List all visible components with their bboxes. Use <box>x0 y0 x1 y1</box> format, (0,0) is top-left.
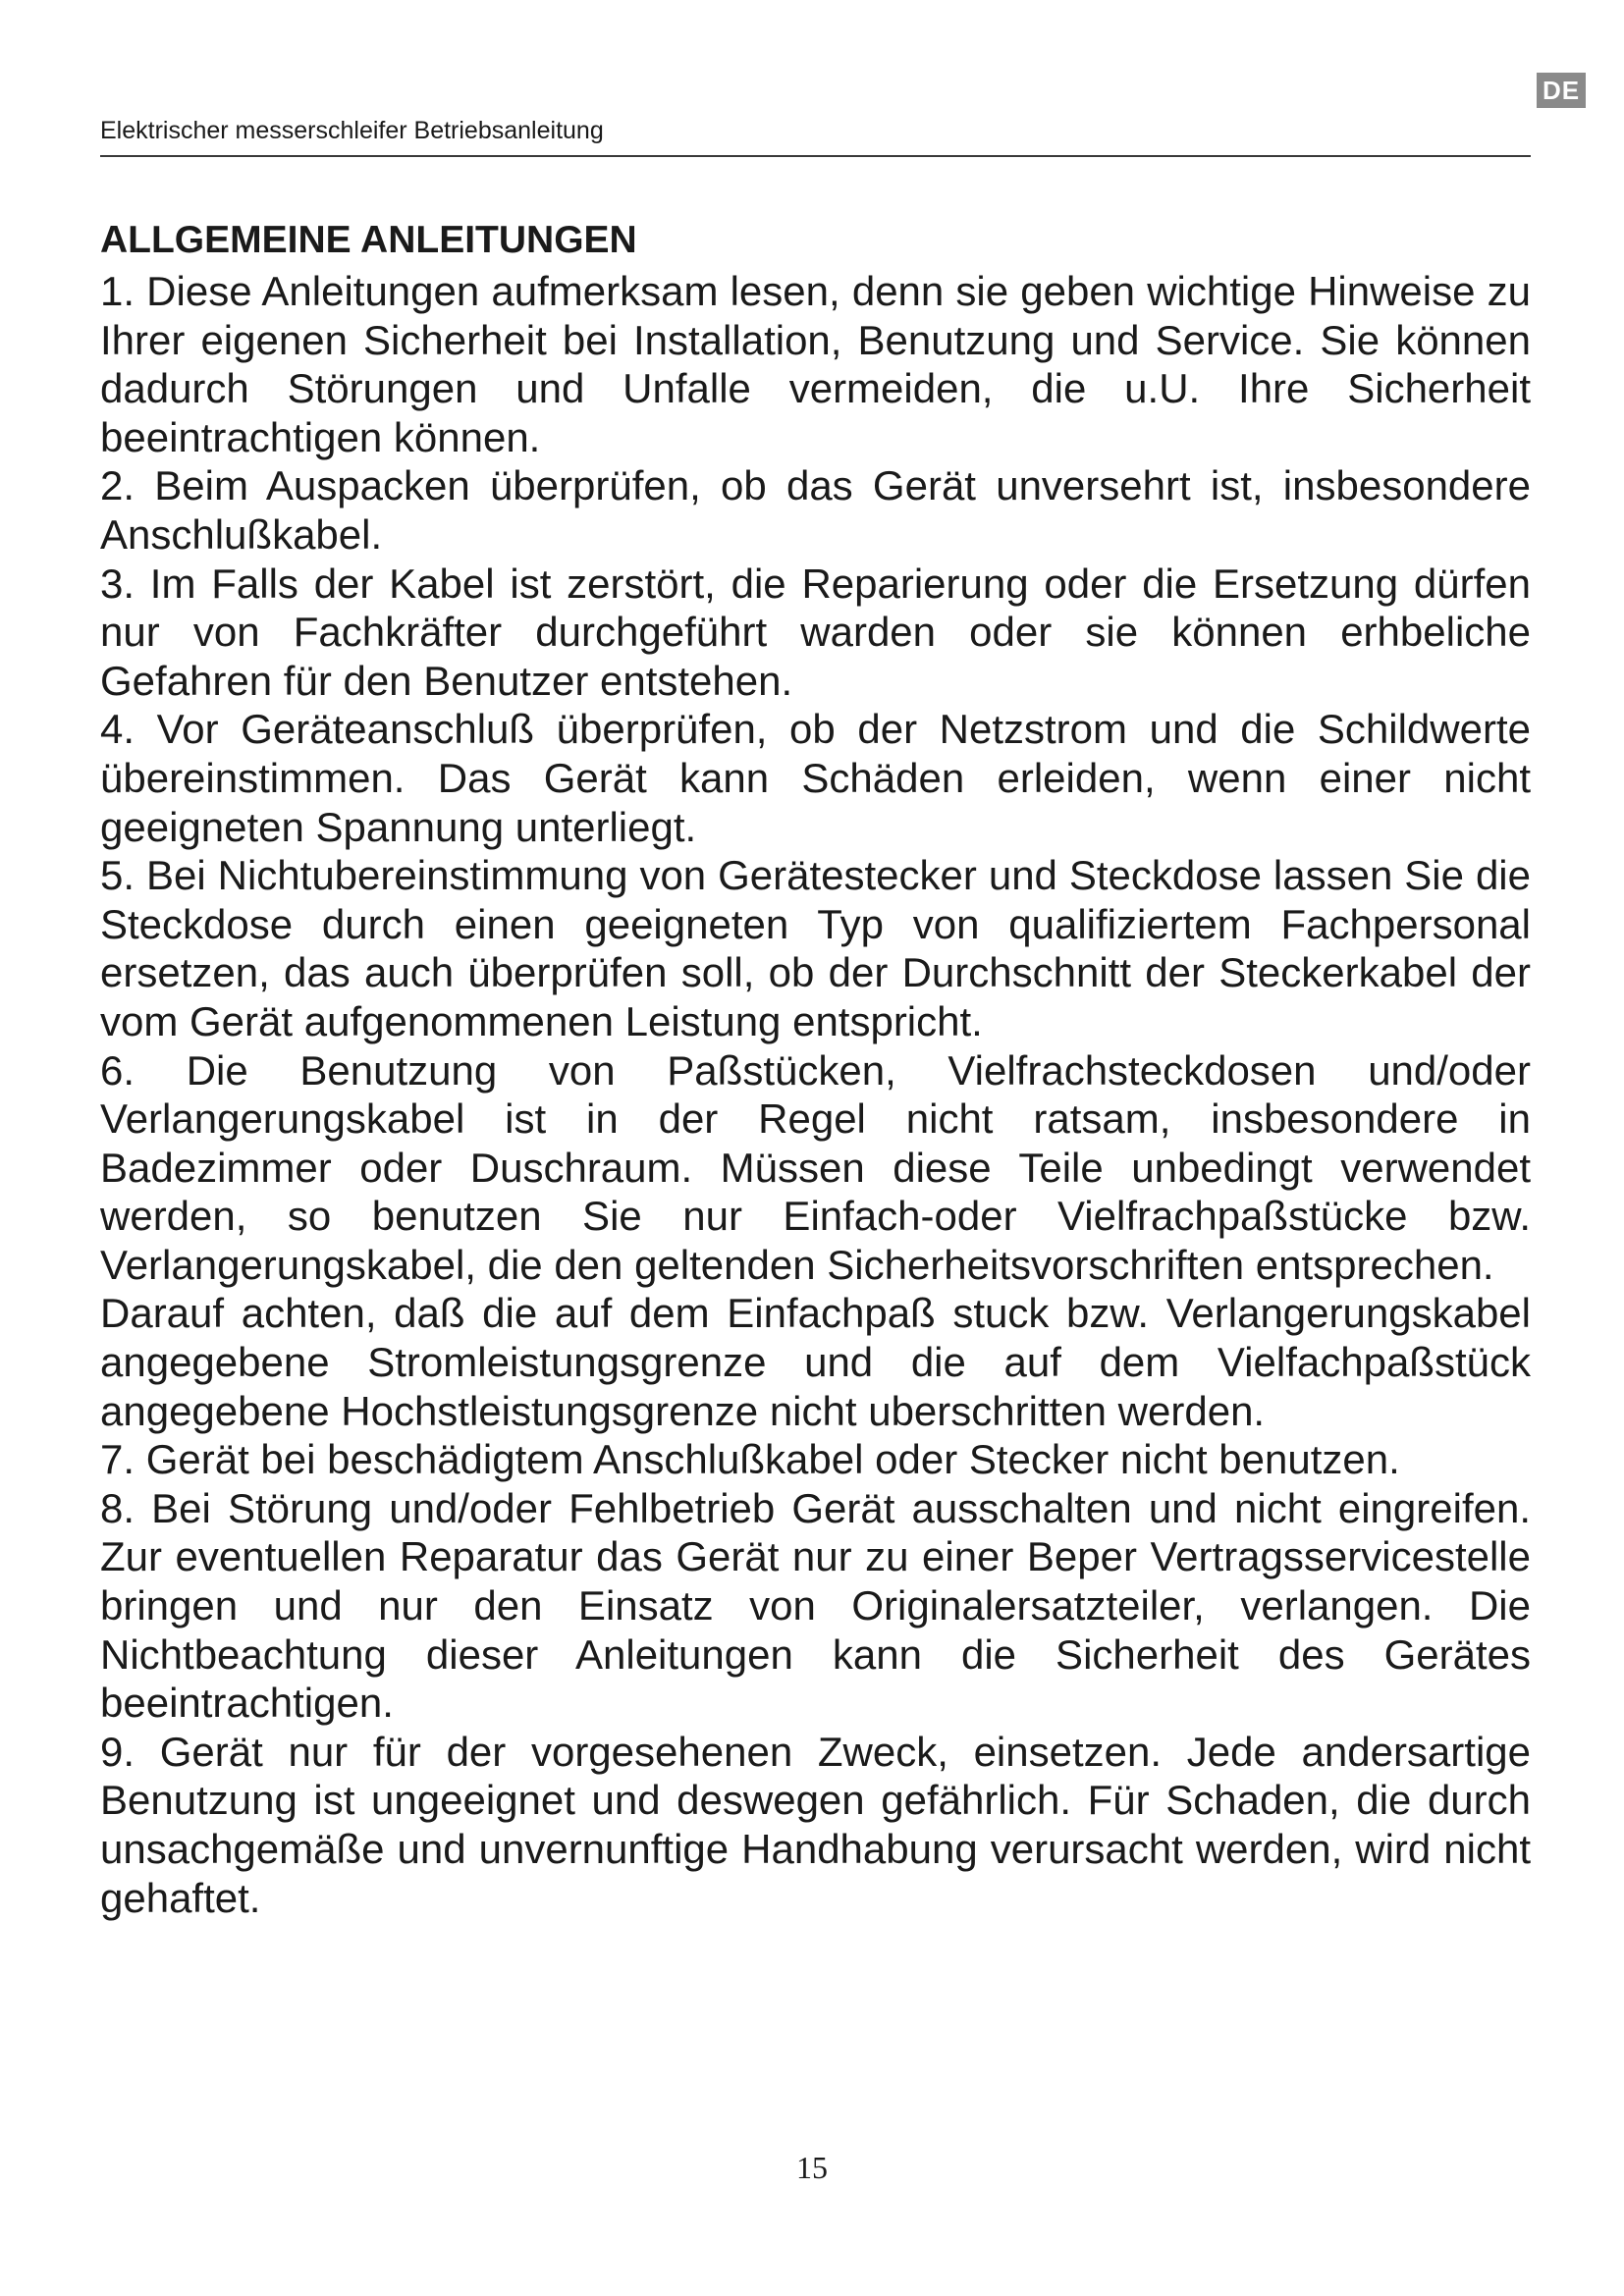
instruction-paragraph-6: 6. Die Benutzung von Paßstücken, Vielfrachsteckdosen und/oder Verlangerungskabel ist in der Regel nicht ratsam, insbesondere in Badezimmer oder Duschraum. Müssen diese Teile unbedingt verwendet werden, so benutzen Sie nur Einfach-oder Vielfrachpaßstücke bzw. Verlangerungskabel, die den geltenden Sicherheitsvorschriften entsprechen. <box>100 1046 1531 1288</box>
language-badge: DE <box>1537 73 1586 108</box>
instruction-paragraph-1: 1. Diese Anleitungen aufmerksam lesen, denn sie geben wichtige Hinweise zu Ihrer eigenen Sicherheit bei Installation, Benutzung und Service. Sie können dadurch Störungen und Unfalle vermeiden, die u.U. Ihre Sicherheit beeintrachtigen können. <box>100 268 1531 460</box>
running-header: Elektrischer messerschleifer Betriebsanleitung <box>100 117 604 144</box>
instruction-paragraph-4: 4. Vor Geräteanschluß überprüfen, ob der Netzstrom und die Schildwerte übereinstimmen. Das Gerät kann Schäden erleiden, wenn einer nicht geeigneten Spannung unterliegt. <box>100 706 1531 850</box>
page-number: 15 <box>796 2150 828 2185</box>
instruction-paragraph-7: 7. Gerät bei beschädigtem Anschlußkabel oder Stecker nicht benutzen. <box>100 1436 1400 1483</box>
instructions-body <box>100 267 1531 1922</box>
instruction-paragraph-5: 5. Bei Nichtubereinstimmung von Gerätestecker und Steckdose lassen Sie die Steckdose durch einen geeigneten Typ von qualifiziertem Fachpersonal ersetzen, das auch überprüfen soll, ob der Durchschnitt der Steckerkabel der vom Gerät aufgenommenen Leistung entspricht. <box>100 852 1531 1044</box>
instruction-paragraph-8: 8. Bei Störung und/oder Fehlbetrieb Gerät ausschalten und nicht eingreifen. Zur eventuellen Reparatur das Gerät nur zu einer Beper Vertragsservicestelle bringen und nur den Einsatz von Originalersatzteiler, verlangen. Die Nichtbeachtung dieser Anleitungen kann die Sicherheit des Gerätes beeintrachtigen. <box>100 1484 1531 1727</box>
section-title: ALLGEMEINE ANLEITUNGEN <box>100 219 637 261</box>
instruction-paragraph-2: 2. Beim Auspacken überprüfen, ob das Gerät unversehrt ist, insbesondere Anschlußkabel. <box>100 462 1531 558</box>
header-divider <box>100 155 1531 157</box>
instruction-paragraph-6-note: Darauf achten, daß die auf dem Einfachpaß stuck bzw. Verlangerungskabel angegebene Stromleistungsgrenze und die auf dem Vielfachpaßstück angegebene Hochstleistungsgrenze nicht uberschritten werden. <box>100 1290 1531 1434</box>
instruction-paragraph-3: 3. Im Falls der Kabel ist zerstört, die Reparierung oder die Ersetzung dürfen nur von Fachkräfter durchgeführt warden oder sie können erhbeliche Gefahren für den Benutzer entstehen. <box>100 560 1531 704</box>
instruction-paragraph-9: 9. Gerät nur für der vorgesehenen Zweck, einsetzen. Jede andersartige Benutzung ist ungeeignet und deswegen gefährlich. Für Schaden, die durch unsachgemäße und unvernunftige Handhabung verursacht werden, wird nicht gehaftet. <box>100 1728 1531 1921</box>
